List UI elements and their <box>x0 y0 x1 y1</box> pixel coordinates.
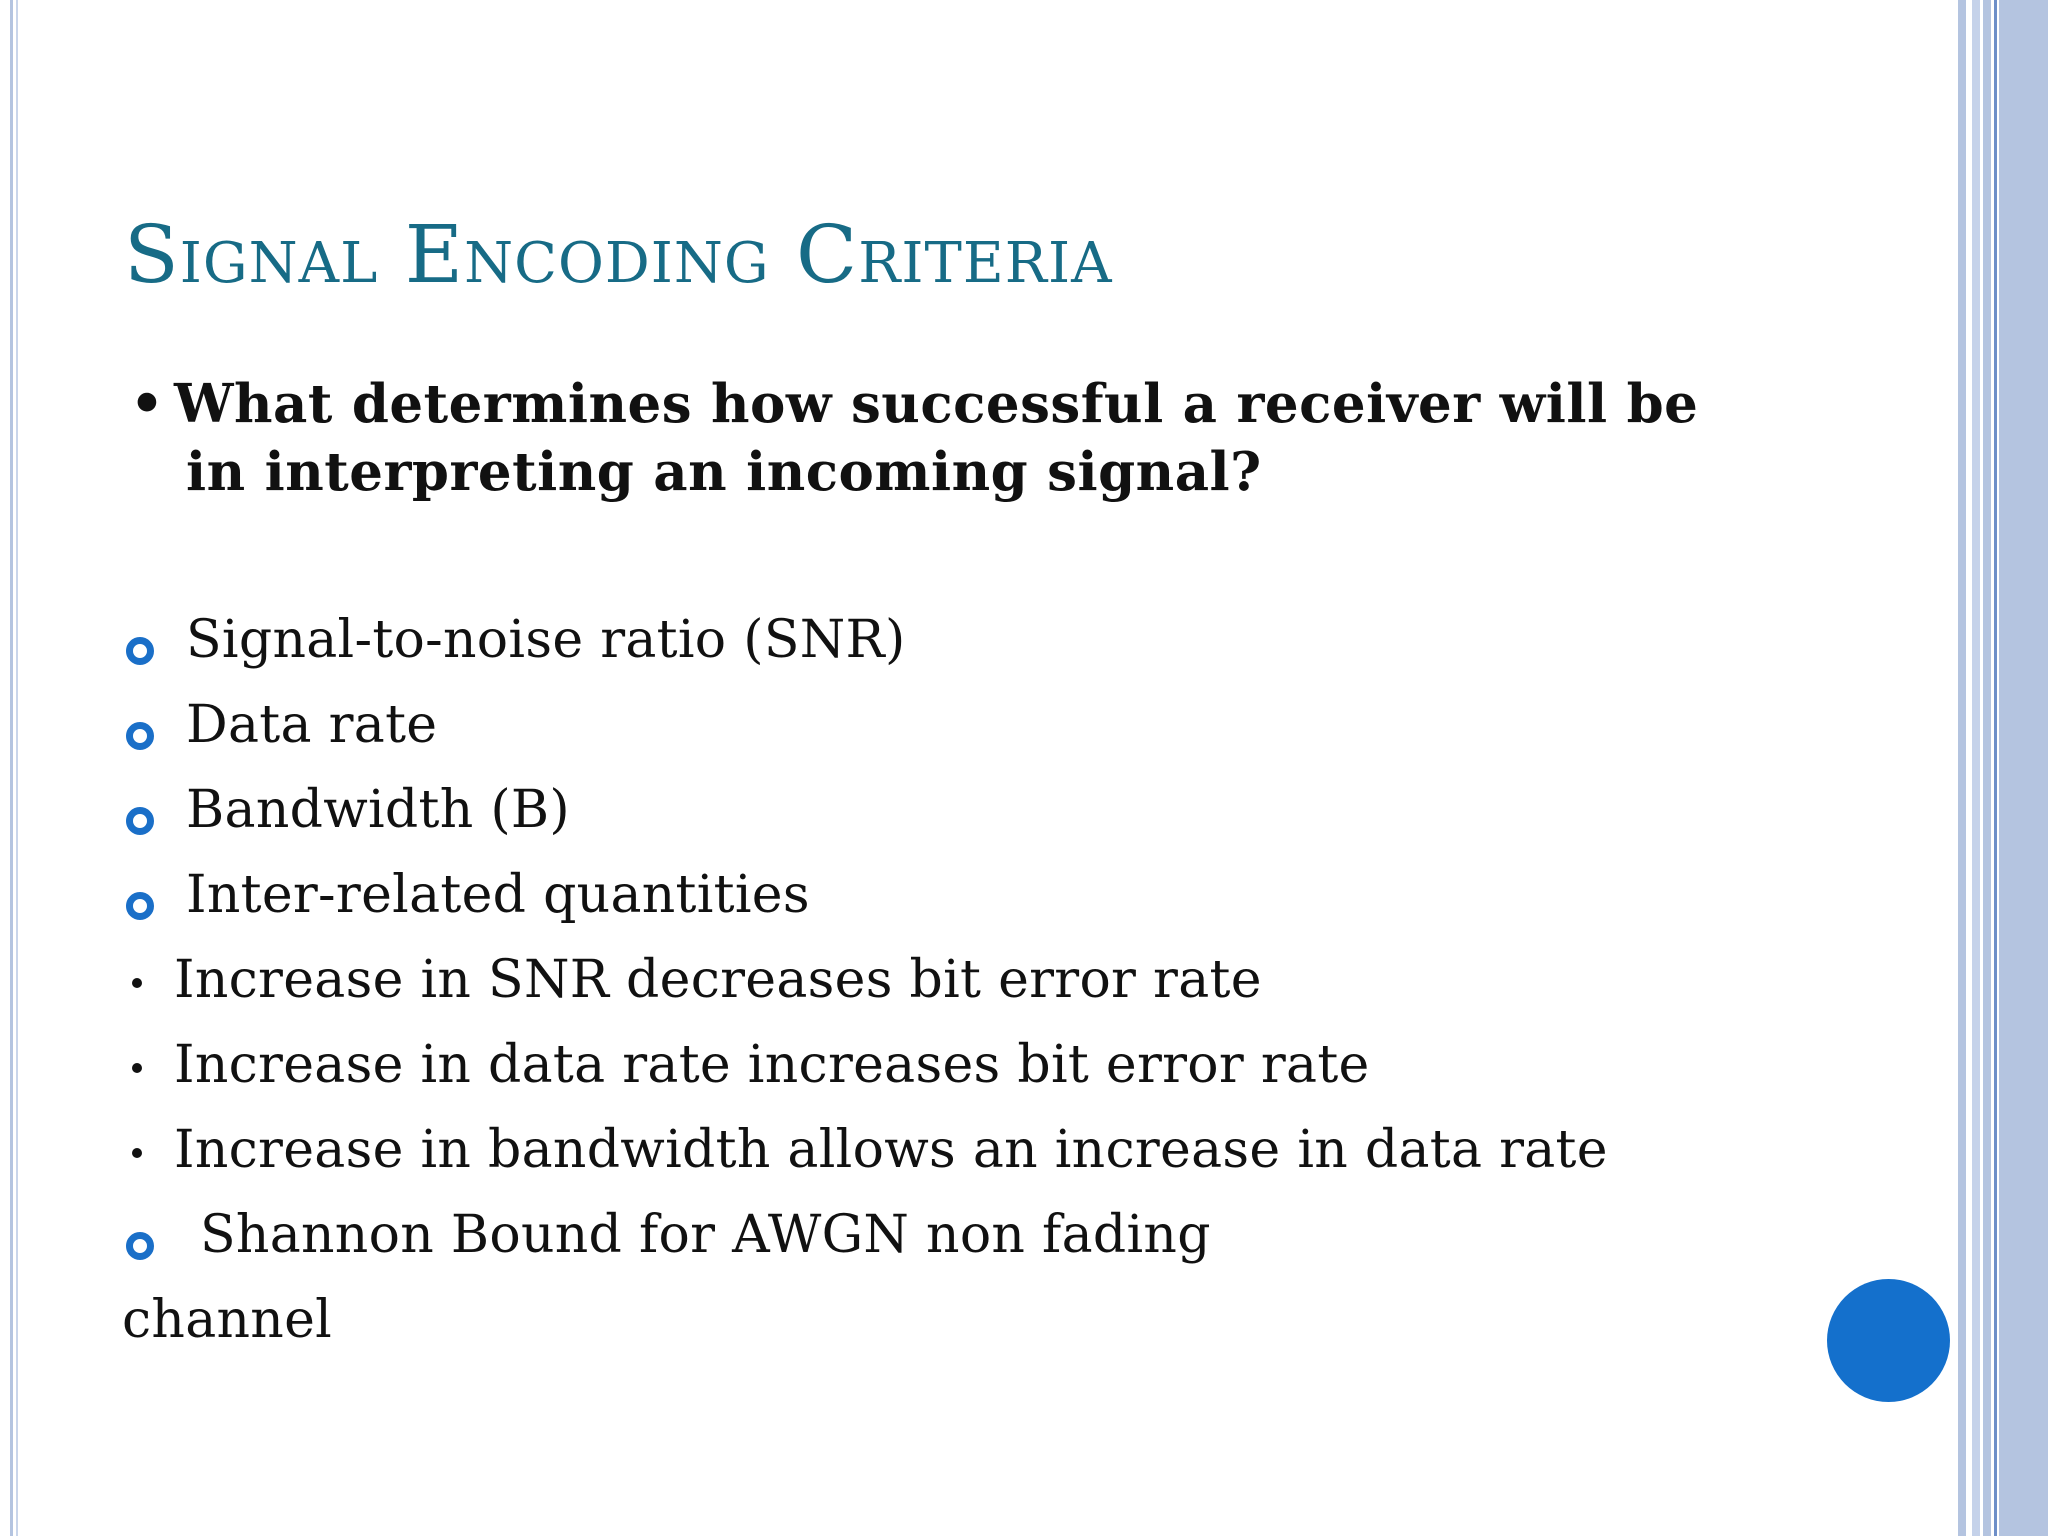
right-border-stripe-5 <box>1999 0 2048 1536</box>
right-border-stripe-3 <box>1983 0 1991 1536</box>
list-item-label: Increase in bandwidth allows an increase in data rate <box>174 1120 1608 1180</box>
list-item-label: Bandwidth (B) <box>186 780 571 840</box>
right-border-stripe-1 <box>1958 0 1966 1536</box>
ring-bullet-icon <box>126 637 154 665</box>
list-item-label: Inter-related quantities <box>186 865 810 925</box>
ring-bullet-icon <box>126 722 154 750</box>
question-bullet-marker: • <box>130 373 165 435</box>
slide-title: Signal Encoding Criteria <box>124 208 1113 301</box>
list-item-label: Data rate <box>186 695 438 755</box>
ring-bullet-icon <box>126 892 154 920</box>
continuation-text: channel <box>122 1290 333 1350</box>
dot-bullet-icon <box>132 978 142 988</box>
dot-bullet-icon <box>132 1063 142 1073</box>
list-item-label: Increase in SNR decreases bit error rate <box>174 950 1262 1010</box>
left-border-stripe-inner <box>16 0 18 1536</box>
left-border-stripe <box>10 0 13 1536</box>
navigation-circle-button[interactable] <box>1827 1279 1950 1402</box>
question-text: What determines how successful a receiver will be in interpreting an incoming signal? <box>174 373 1699 503</box>
ring-bullet-icon <box>126 807 154 835</box>
question-bullet <box>130 370 1770 506</box>
right-border-stripe-4 <box>1994 0 1997 1536</box>
right-border-stripe-2 <box>1972 0 1980 1536</box>
list-item-label: Signal-to-noise ratio (SNR) <box>186 610 906 670</box>
list-item-label: Increase in data rate increases bit error rate <box>174 1035 1370 1095</box>
ring-bullet-icon <box>126 1232 154 1260</box>
dot-bullet-icon <box>132 1148 142 1158</box>
list-item-label: Shannon Bound for AWGN non fading <box>200 1205 1211 1265</box>
